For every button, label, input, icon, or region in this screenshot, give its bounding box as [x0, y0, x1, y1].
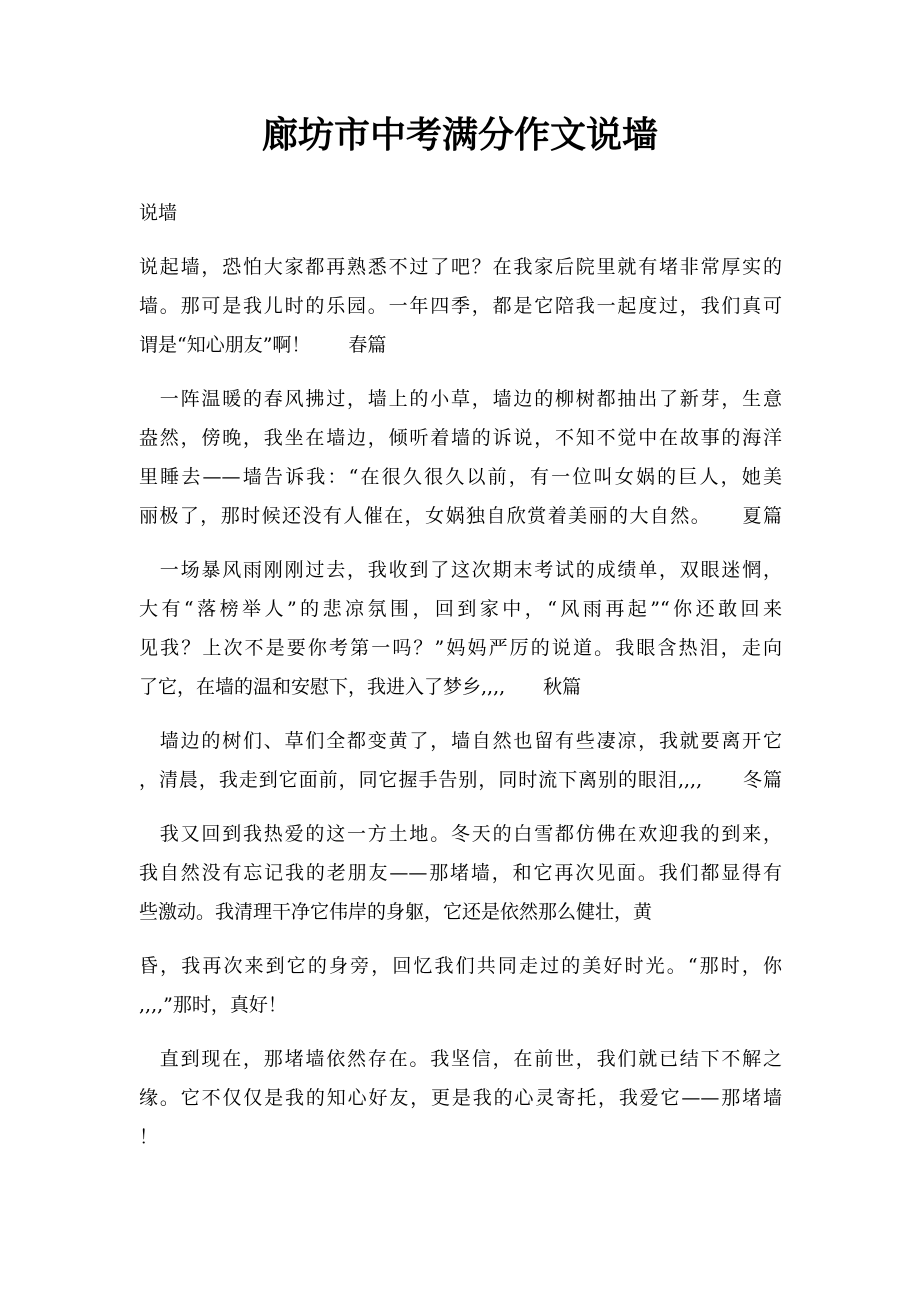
- page-title: 廊坊市中考满分作文说墙: [261, 114, 658, 156]
- text-line: ,,,,”那时，真好！: [139, 994, 287, 1016]
- text-line: 一阵温暖的春风拂过，墙上的小草，墙边的柳树都抽出了新芽，生意: [139, 388, 782, 410]
- text-line: 丽极了，那时候还没有人催在，女娲独自欣赏着美丽的大自然。 夏篇: [139, 505, 782, 527]
- text-line: 里睡去——墙告诉我：“在很久很久以前，有一位叫女娲的巨人，她美: [139, 466, 782, 488]
- text-line: ，清晨，我走到它面前，同它握手告别，同时流下离别的眼泪,,,, 冬篇: [139, 769, 782, 791]
- text-line: 我又回到我热爱的这一方土地。冬天的白雪都仿佛在欢迎我的到来，: [139, 823, 782, 845]
- text-line: ！: [139, 1126, 159, 1148]
- text-line: 直到现在，那堵墙依然存在。我坚信，在前世，我们就已结下不解之: [139, 1048, 782, 1070]
- text-line: 说起墙，恐怕大家都再熟悉不过了吧？在我家后院里就有堵非常厚实的: [139, 256, 782, 278]
- text-line: 见我？上次不是要你考第一吗？”妈妈严厉的说道。我眼含热泪，走向: [139, 637, 782, 659]
- text-line: 我自然没有忘记我的老朋友——那堵墙，和它再次见面。我们都显得有: [139, 862, 782, 884]
- text-line: 墙。那可是我儿时的乐园。一年四季，都是它陪我一起度过，我们真可: [139, 295, 782, 317]
- text-line: 墙边的树们、草们全都变黄了，墙自然也留有些凄凉，我就要离开它: [139, 730, 782, 752]
- text-line: 了它，在墙的温和安慰下，我进入了梦乡,,,, 秋篇: [139, 676, 582, 698]
- subtitle: 说墙: [139, 202, 178, 224]
- text-line: 一场暴风雨刚刚过去，我收到了这次期末考试的成绩单，双眼迷惘，: [139, 559, 782, 581]
- text-line: 大有“落榜举人”的悲凉氛围，回到家中，“风雨再起”“你还敢回来: [139, 598, 782, 620]
- text-line: 昏，我再次来到它的身旁，回忆我们共同走过的美好时光。“那时，你: [139, 955, 782, 977]
- text-line: 缘。它不仅仅是我的知心好友，更是我的心灵寄托，我爱它——那堵墙: [139, 1087, 782, 1109]
- text-line: 谓是“知心朋友”啊！ 春篇: [139, 334, 387, 356]
- text-line: 些激动。我清理干净它伟岸的身躯，它还是依然那么健壮，黄: [139, 901, 653, 923]
- text-line: 盎然，傍晚，我坐在墙边，倾听着墙的诉说，不知不觉中在故事的海洋: [139, 427, 782, 449]
